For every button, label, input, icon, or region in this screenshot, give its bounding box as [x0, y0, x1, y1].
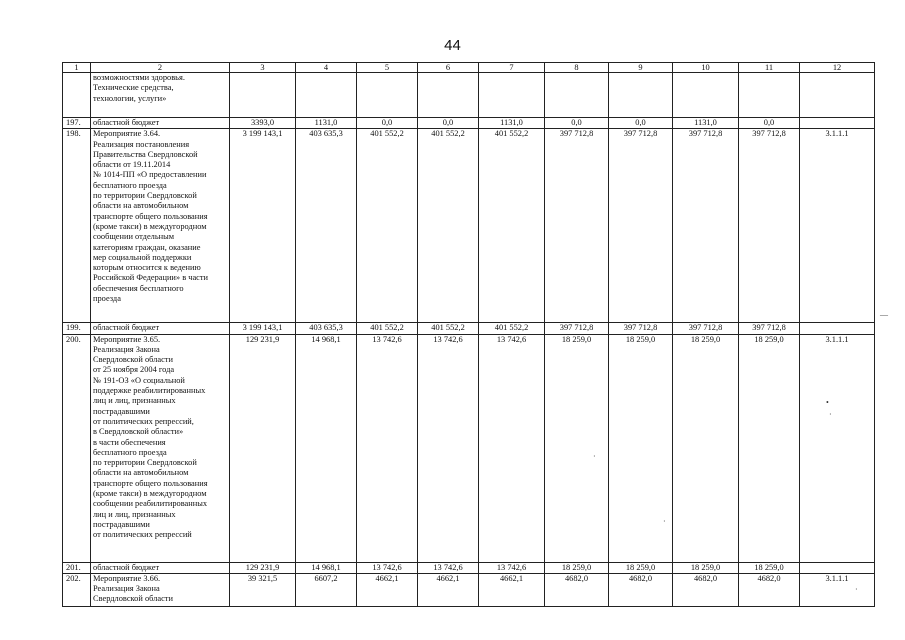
row-description-cell: Мероприятие 3.66. Реализация Закона Свердловской области: [91, 573, 230, 606]
table-row: [63, 573, 875, 606]
table-row: [63, 562, 875, 573]
value-cell: 18 259,0: [739, 562, 800, 573]
value-cell: 403 635,3: [296, 129, 357, 323]
value-cell: 13 742,6: [357, 562, 418, 573]
value-cell: 18 259,0: [739, 334, 800, 562]
column-header: 6: [418, 63, 479, 73]
code-cell: [800, 118, 875, 129]
value-cell: 13 742,6: [418, 334, 479, 562]
table-row: [63, 129, 875, 323]
value-cell: 401 552,2: [418, 129, 479, 323]
row-index-cell: 197.: [63, 118, 91, 129]
value-cell: 397 712,8: [673, 129, 739, 323]
column-header: 4: [296, 63, 357, 73]
column-header: 12: [800, 63, 875, 73]
value-cell: 3 199 143,1: [230, 129, 296, 323]
value-cell: 18 259,0: [609, 562, 673, 573]
value-cell: 1131,0: [673, 118, 739, 129]
value-cell: 4682,0: [673, 573, 739, 606]
value-cell: [739, 73, 800, 118]
value-cell: [418, 73, 479, 118]
row-description-cell: Мероприятие 3.65. Реализация Закона Свердловской области от 25 ноября 2004 года № 191-ОЗ «О социальной поддержке реабилитированных лиц и лиц, признанных пострадавшими от политических репрессий, в Свердловской области» в части обеспечения бесплатного проезда по территории Свердловской области на автомобильном транспорте общего пользования (кроме такси) в междугородном сообщении реабилитированных лиц и лиц, признанных пострадавшими от политических репрессий: [91, 334, 230, 562]
value-cell: 401 552,2: [357, 129, 418, 323]
margin-dot: ·: [593, 452, 596, 461]
row-description-cell: возможностями здоровья. Технические средства, технологии, услуги»: [91, 73, 230, 118]
table-row: [63, 334, 875, 562]
value-cell: 397 712,8: [673, 323, 739, 334]
value-cell: 397 712,8: [609, 129, 673, 323]
margin-dot: ·: [663, 517, 666, 526]
column-header: 5: [357, 63, 418, 73]
row-index-cell: 202.: [63, 573, 91, 606]
value-cell: 6607,2: [296, 573, 357, 606]
code-cell: 3.1.1.1: [800, 129, 875, 323]
margin-mark: —: [880, 310, 888, 319]
code-cell: [800, 73, 875, 118]
value-cell: 18 259,0: [545, 562, 609, 573]
value-cell: [479, 73, 545, 118]
value-cell: 403 635,3: [296, 323, 357, 334]
row-index-cell: 198.: [63, 129, 91, 323]
column-header: 2: [91, 63, 230, 73]
value-cell: 0,0: [357, 118, 418, 129]
value-cell: 0,0: [739, 118, 800, 129]
row-description-cell: областной бюджет: [91, 562, 230, 573]
row-description-cell: областной бюджет: [91, 323, 230, 334]
value-cell: 13 742,6: [418, 562, 479, 573]
table-row: [63, 73, 875, 118]
value-cell: 401 552,2: [357, 323, 418, 334]
value-cell: 13 742,6: [479, 562, 545, 573]
value-cell: 3393,0: [230, 118, 296, 129]
value-cell: 397 712,8: [609, 323, 673, 334]
value-cell: 3 199 143,1: [230, 323, 296, 334]
margin-dot: •: [826, 398, 829, 407]
value-cell: 13 742,6: [479, 334, 545, 562]
value-cell: 4682,0: [609, 573, 673, 606]
column-header: 9: [609, 63, 673, 73]
value-cell: 0,0: [609, 118, 673, 129]
value-cell: 0,0: [418, 118, 479, 129]
value-cell: [673, 73, 739, 118]
column-header: 10: [673, 63, 739, 73]
value-cell: 13 742,6: [357, 334, 418, 562]
margin-dot: ·: [855, 585, 858, 594]
value-cell: 18 259,0: [609, 334, 673, 562]
code-cell: [800, 562, 875, 573]
value-cell: 4662,1: [357, 573, 418, 606]
value-cell: 4682,0: [739, 573, 800, 606]
column-header: 11: [739, 63, 800, 73]
row-description-cell: Мероприятие 3.64. Реализация постановления Правительства Свердловской области от 19.11.2014 № 1014-ПП «О предоставлении бесплатного проезда по территории Свердловской области на автомобильном транспорте общего пользования (кроме такси) в междугородном сообщении отдельным категориям граждан, оказание мер социальной поддержки которым относится к ведению Российской Федерации» в части обеспечения бесплатного проезда: [91, 129, 230, 323]
value-cell: [230, 73, 296, 118]
value-cell: 129 231,9: [230, 562, 296, 573]
value-cell: 129 231,9: [230, 334, 296, 562]
column-header: 3: [230, 63, 296, 73]
code-cell: 3.1.1.1: [800, 573, 875, 606]
value-cell: [545, 73, 609, 118]
value-cell: 4682,0: [545, 573, 609, 606]
value-cell: 18 259,0: [545, 334, 609, 562]
table-row: [63, 323, 875, 334]
column-header: 7: [479, 63, 545, 73]
value-cell: [609, 73, 673, 118]
header-row: [63, 63, 875, 73]
value-cell: 18 259,0: [673, 334, 739, 562]
value-cell: 397 712,8: [739, 323, 800, 334]
table-body: [63, 63, 875, 607]
value-cell: 401 552,2: [479, 323, 545, 334]
column-header: 8: [545, 63, 609, 73]
row-index-cell: 201.: [63, 562, 91, 573]
margin-dot: ·: [829, 410, 832, 419]
value-cell: 0,0: [545, 118, 609, 129]
code-cell: [800, 323, 875, 334]
column-header: 1: [63, 63, 91, 73]
value-cell: 14 968,1: [296, 562, 357, 573]
value-cell: 39 321,5: [230, 573, 296, 606]
value-cell: [357, 73, 418, 118]
value-cell: 397 712,8: [545, 129, 609, 323]
value-cell: 1131,0: [479, 118, 545, 129]
value-cell: 18 259,0: [673, 562, 739, 573]
page-number: 44: [444, 37, 461, 54]
value-cell: 1131,0: [296, 118, 357, 129]
row-index-cell: 200.: [63, 334, 91, 562]
value-cell: 4662,1: [479, 573, 545, 606]
row-index-cell: 199.: [63, 323, 91, 334]
row-index-cell: [63, 73, 91, 118]
value-cell: [296, 73, 357, 118]
value-cell: 4662,1: [418, 573, 479, 606]
table-row: [63, 118, 875, 129]
value-cell: 401 552,2: [479, 129, 545, 323]
value-cell: 397 712,8: [545, 323, 609, 334]
budget-table: [62, 62, 875, 607]
value-cell: 401 552,2: [418, 323, 479, 334]
code-cell: 3.1.1.1: [800, 334, 875, 562]
row-description-cell: областной бюджет: [91, 118, 230, 129]
value-cell: 14 968,1: [296, 334, 357, 562]
value-cell: 397 712,8: [739, 129, 800, 323]
